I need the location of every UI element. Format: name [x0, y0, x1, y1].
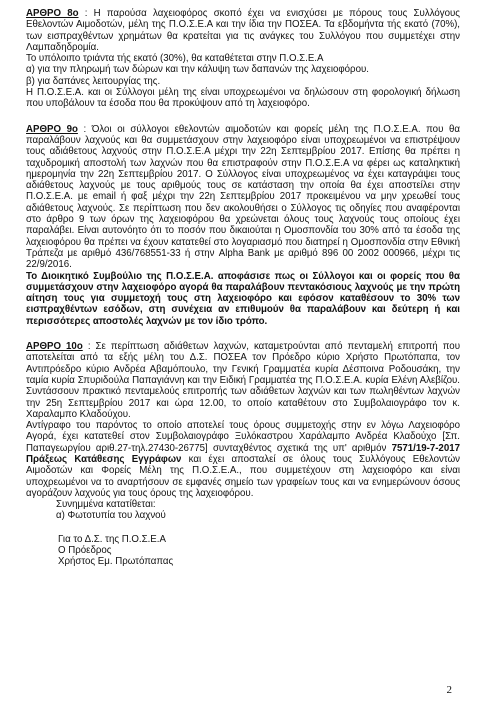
signature-board-line: Για το Δ.Σ. της Π.Ο.Σ.Ε.Α [58, 533, 166, 545]
article-9-title: ΑΡΘΡΟ 9ο [26, 123, 78, 135]
article-8-line-2: Το υπόλοιπο τριάντα τής εκατό (30%), θα καταθέτεται στην Π.Ο.Σ.Ε.Α [26, 53, 324, 65]
article-9-bold-paragraph: Το Διοικητικό Συμβούλιο της Π.Ο.Σ.Ε.Α. αποφάσισε πως οι Σύλλογοι και οι φορείς που θα συμμετάσχουν στην λαχειοφόρο αγορά θα παραλάβουν πεντακόσιους λαχνούς με την πρώτη αίτηση τους για συμμετοχή τους στη λαχειοφόρο και εφόσον καταθέσουν το 30% των εισπραχθέντων εσόδων, στη συνέχεια αν επιθυμούν θα παραλάβουν και δεύτερη ή και περισσότερες αποστολές λαχνών με τον ίδιο τρόπο. [26, 270, 460, 327]
article-8-line-3: α) για την πληρωμή των δώρων και την κάλυψη των δαπανών της λαχειοφόρου. [26, 64, 369, 76]
attachment-item: α) Φωτοτυπία του λαχνού [56, 510, 166, 522]
article-8-lead: : Η παρούσα λαχειοφόρος σκοπό έχει να ενισχύσει με πόρους τους Συλλόγους Εθελοντών Αιμοδοτών, μέλη της Π.Ο.Σ.Ε.Α και την ίδια την ΠΟΣΕΑ. Τα εβδομήντα τής εκατό (70%), των εισπραχθέντων χρημάτων θα κρατείται για τις ανάγκες του Συλλόγου που συμμετέχει στην Λαμπαδηδρομία. [26, 8, 460, 53]
article-9-body: : Όλοι οι σύλλογοι εθελοντών αιμοδοτών και φορείς μέλη της Π.Ο.Σ.Ε.Α. που θα παραλάβουν λαχνούς και θα συμμετάσχουν στην λαχειοφόρο είναι υποχρεωμένοι να επιστρέψουν τους αδιάθετους λαχνούς στην Π.Ο.Σ.Ε.Α μέχρι την 22η Σεπτεμβρίου 2017. Επίσης θα πρέπει η ταχυδρομική αποστολή των λαχνών που θα επιστραφούν στην Π.Ο.Σ.Ε.Α να φέρει ως καταληκτική ημερομηνία την 22η Σεπτεμβρίου 2017. Ο Σύλλογος είναι υποχρεωμένος να έχει καταγράψει τους αδιάθετους λαχνούς με τους αριθμούς τους σε κατάσταση την οποία θα έχει αποστείλει στην Π.Ο.Σ.Ε.Α. με email ή φαξ μέχρι την 22η Σεπτεμβρίου 2017 προκειμένου να μην χρεωθεί τους αδιάθετους λαχνούς. Σε περίπτωση που δεν ακολουθήσει ο Σύλλογος τις οδηγίες που αναφέρονται στο άρθρο 9 των όρων της λαχειοφόρου θα χρεώνεται όλους τους λαχνούς τους οποίους έχει παραλάβει. Είναι αυτονόητο ότι το ποσόν που δικαιούται η Ομοσπονδία του 30% από τα έσοδα της λαχειοφόρου θα πρέπει να έχουν κατατεθεί στο λογαριασμό που διατηρεί η Ομοσπονδία στην Εθνική Τράπεζα με αριθμό 436/768551-33 ή στην Alpha Bank με αριθμό 896 00 2002 000966, μέχρι τις 22/9/2016. [26, 123, 460, 271]
document-page [26, 8, 460, 568]
article-10-body: : Σε περίπτωση αδιάθετων λαχνών, καταμετρούνται από πενταμελή επιτροπή που αποτελείται από τα εξής μέλη του Δ.Σ. ΠΟΣΕΑ τον Πρόεδρο κύριο Χρήστο Πρωτόπαπα, τον Αντιπρόεδρο κύριο Ανδρέα Αβαμόπουλο, την Γενική Γραμματέα κυρία Δέσποινα Ροδουσάκη, την ταμία κυρία Σπυριδούλα Παπαγιάννη και την Ειδική Γραμματέα της Π.Ο.Σ.Ε.Α. κυρία Ελένη Αλεβίζου. Συντάσσουν πρακτικό πενταμελούς επιτροπής των αδιάθετων λαχνών και των πωληθέντων λαχνών την 25η Σεπτεμβρίου 2017 και ώρα 12.00, το οποίο καταθέτουν στο Συμβολαιογράφο τον κ. Χαραλαμπο Κλαδούχου. [26, 341, 460, 420]
article-10-copy-text-b: και έχει αποσταλεί σε όλους τους Συλλόγους Εθελοντών Αιμοδοτών και Φορείς Μέλη της Π.Ο.Σ.Ε.Α., που συμμετέχουν στη λαχειοφόρο και είναι υποχρεωμένοι να το αναρτήσουν σε εμφανές σημείο των γραφείων τους και να ενημερώνουν όσους αγοράζουν λαχνούς για τους όρους της λαχειοφόρου. [26, 453, 460, 499]
article-8-line-4: β) για δαπάνες λειτουργίας της. [26, 75, 161, 87]
article-8-paragraph [26, 8, 460, 53]
attachments-heading: Συνημμένα κατατίθεται: [56, 499, 156, 511]
article-8-line-5: Η Π.Ο.Σ.Ε.Α. και οι Σύλλογοι μέλη της είναι υποχρεωμένοι να δηλώσουν στη φορολογική δήλωση που υποβάλουν τα έσοδα που θα προκύψουν από τη λαχειοφόρο. [26, 87, 460, 110]
page-number: 2 [446, 684, 452, 696]
article-10-paragraph [26, 341, 460, 420]
signature-name: Χρήστος Εμ. Πρωτόπαπας [58, 556, 174, 568]
article-10-copy-paragraph [26, 420, 460, 499]
article-10-title: ΑΡΘΡΟ 10ο [26, 341, 83, 353]
signature-role: Ο Πρόεδρος [58, 545, 112, 557]
article-8-title: ΑΡΘΡΟ 8ο [26, 8, 79, 19]
article-9-paragraph [26, 124, 460, 271]
article-10-deed-reference: 7571/19-7-2017 Πράξεως Κατάθεσης Εγγράφων [26, 442, 460, 465]
article-10-copy-text-a: Αντίγραφο του παρόντος το οποίο αποτελεί τους όρους συμμετοχής στην εν λόγω Λαχειοφόρο Αγορά, έχει κατατεθεί στον Συμβολαιογράφο Ξυλόκαστρου Χαράλαμπο Ανδρέα Κλαδούχο [Σπ. Παπαγεωργίου αριθ.27-τηλ.27430-26775] συνταχθέντος σχετικά της υπ' αριθμόν [26, 420, 460, 454]
